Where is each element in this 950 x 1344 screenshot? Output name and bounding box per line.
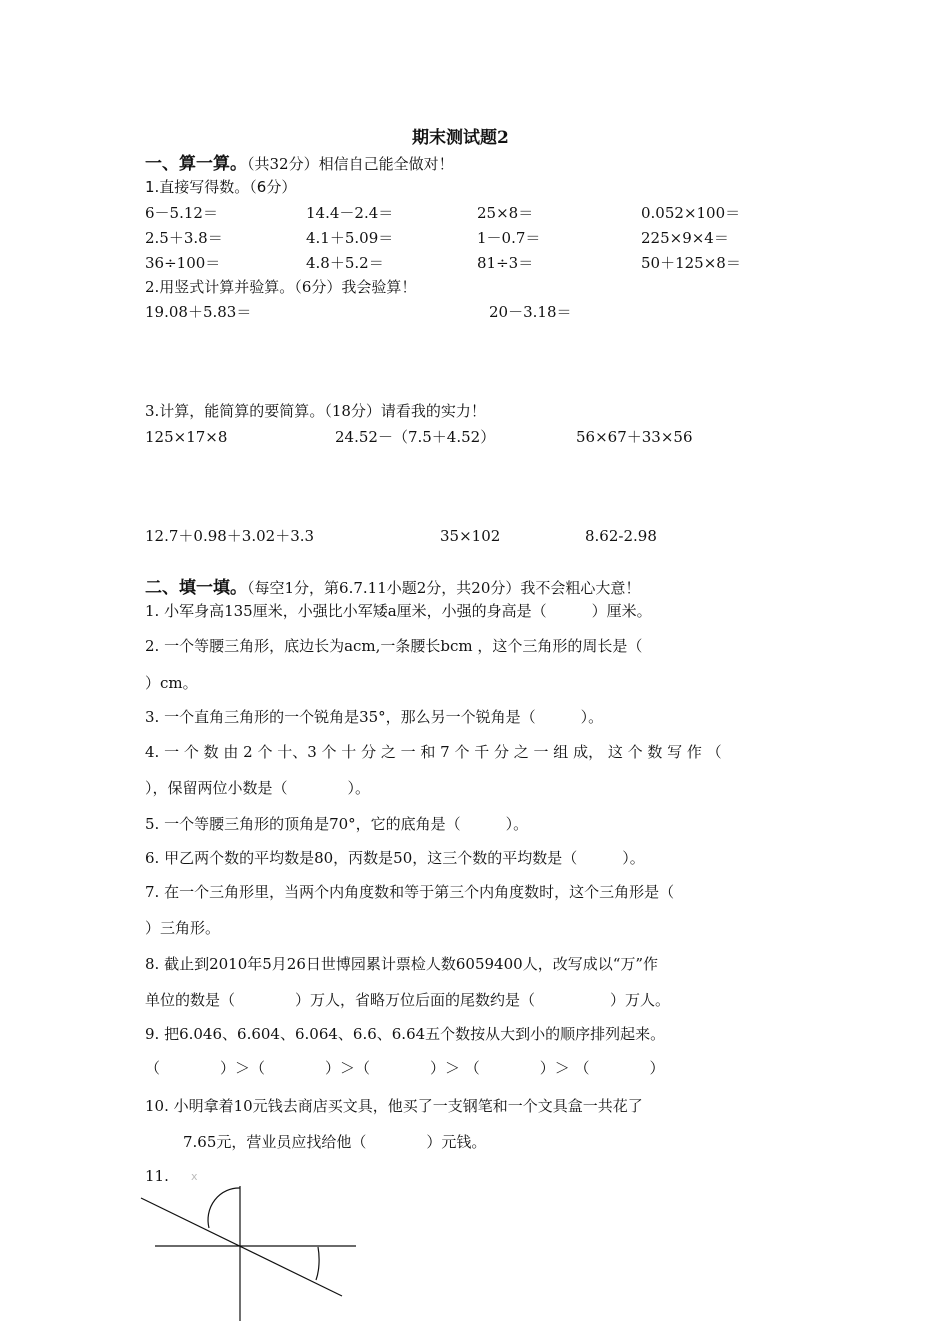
simplify-calc: 56×67＋33×56 xyxy=(576,428,693,446)
fill-item: 10. 小明拿着10元钱去商店买文具，他买了一支钢笔和一个文具盒一共花了 xyxy=(145,1097,643,1115)
fill-item: 7.65元，营业员应找给他（ ）元钱。 xyxy=(183,1133,487,1151)
oral-calc: 25×8＝ xyxy=(477,204,534,222)
simplify-calc: 8.62-2.98 xyxy=(585,527,657,545)
fill-item: 4. 一 个 数 由 2 个 十、3 个 十 分 之 一 和 7 个 千 分 之 一 组 成， 这 个 数 写 作 （ xyxy=(145,743,722,761)
figure-mark: x xyxy=(191,1170,198,1183)
fill-item: 6. 甲乙两个数的平均数是80，丙数是50，这三个数的平均数是（ ）。 xyxy=(145,849,645,867)
section2-note: （每空1分，第6.7.11小题2分，共20分）我不会粗心大意！ xyxy=(247,579,641,597)
fill-item: 8. 截止到2010年5月26日世博园累计票检人数6059400人，改写成以“万”作 xyxy=(145,955,659,973)
fill-item: 1. 小军身高135厘米，小强比小军矮a厘米，小强的身高是（ ）厘米。 xyxy=(145,602,652,620)
oral-calc: 6－5.12＝ xyxy=(145,204,218,222)
oral-calc: 50＋125×8＝ xyxy=(641,254,741,272)
fill-item: ）三角形。 xyxy=(145,919,221,937)
oral-calc: 225×9×4＝ xyxy=(641,229,729,247)
oral-calc: 2.5＋3.8＝ xyxy=(145,229,223,247)
simplify-calc: 24.52－（7.5＋4.52） xyxy=(335,428,496,446)
simplify-calc: 125×17×8 xyxy=(145,428,228,446)
question-11-label: 11. xyxy=(145,1167,169,1185)
section1-note: （共32分）相信自己能全做对！ xyxy=(247,155,454,173)
oral-calc: 0.052×100＝ xyxy=(641,204,741,222)
slanted-line xyxy=(141,1198,342,1296)
simplify-calc: 35×102 xyxy=(440,527,501,545)
oral-calc: 4.8＋5.2＝ xyxy=(306,254,384,272)
simplify-calc: 12.7＋0.98＋3.02＋3.3 xyxy=(145,527,315,545)
vertical-calc: 19.08＋5.83＝ xyxy=(145,303,252,321)
oral-calc: 4.1＋5.09＝ xyxy=(306,229,394,247)
fill-item: 单位的数是（ ）万人，省略万位后面的尾数约是（ ）万人。 xyxy=(145,991,671,1009)
vertical-calc: 20－3.18＝ xyxy=(489,303,572,321)
question-1-label: 1.直接写得数。（6分） xyxy=(145,178,297,196)
fill-item: 7. 在一个三角形里，当两个内角度数和等于第三个内角度数时，这个三角形是（ xyxy=(145,883,675,901)
fill-item: ），保留两位小数是（ ）。 xyxy=(145,779,371,797)
fill-item: 2. 一个等腰三角形，底边长为acm,一条腰长bcm ，这个三角形的周长是（ xyxy=(145,637,643,655)
oral-calc: 14.4－2.4＝ xyxy=(306,204,394,222)
fill-item: 9. 把6.046、6.604、6.064、6.6、6.64五个数按从大到小的顺序排列起来。 xyxy=(145,1025,666,1043)
fill-item: ）cm。 xyxy=(145,674,198,692)
right-angle-arc xyxy=(316,1247,319,1280)
question-2-label: 2.用竖式计算并验算。（6分）我会验算！ xyxy=(145,278,417,296)
section1-heading: 一、算一算。 xyxy=(145,154,247,174)
upper-angle-arc xyxy=(208,1188,240,1228)
section2-heading: 二、填一填。 xyxy=(145,578,247,598)
oral-calc: 36÷100＝ xyxy=(145,254,221,272)
fill-item: （ ）＞（ ）＞（ ）＞ （ ）＞ （ ） xyxy=(145,1059,665,1077)
fill-item: 3. 一个直角三角形的一个锐角是35°，那么另一个锐角是（ ）。 xyxy=(145,708,604,726)
oral-calc: 1－0.7＝ xyxy=(477,229,541,247)
page-title: 期末测试题2 xyxy=(412,128,509,148)
fill-item: 5. 一个等腰三角形的顶角是70°，它的底角是（ ）。 xyxy=(145,815,529,833)
oral-calc: 81÷3＝ xyxy=(477,254,534,272)
question-3-label: 3.计算，能简算的要简算。（18分）请看我的实力！ xyxy=(145,402,486,420)
